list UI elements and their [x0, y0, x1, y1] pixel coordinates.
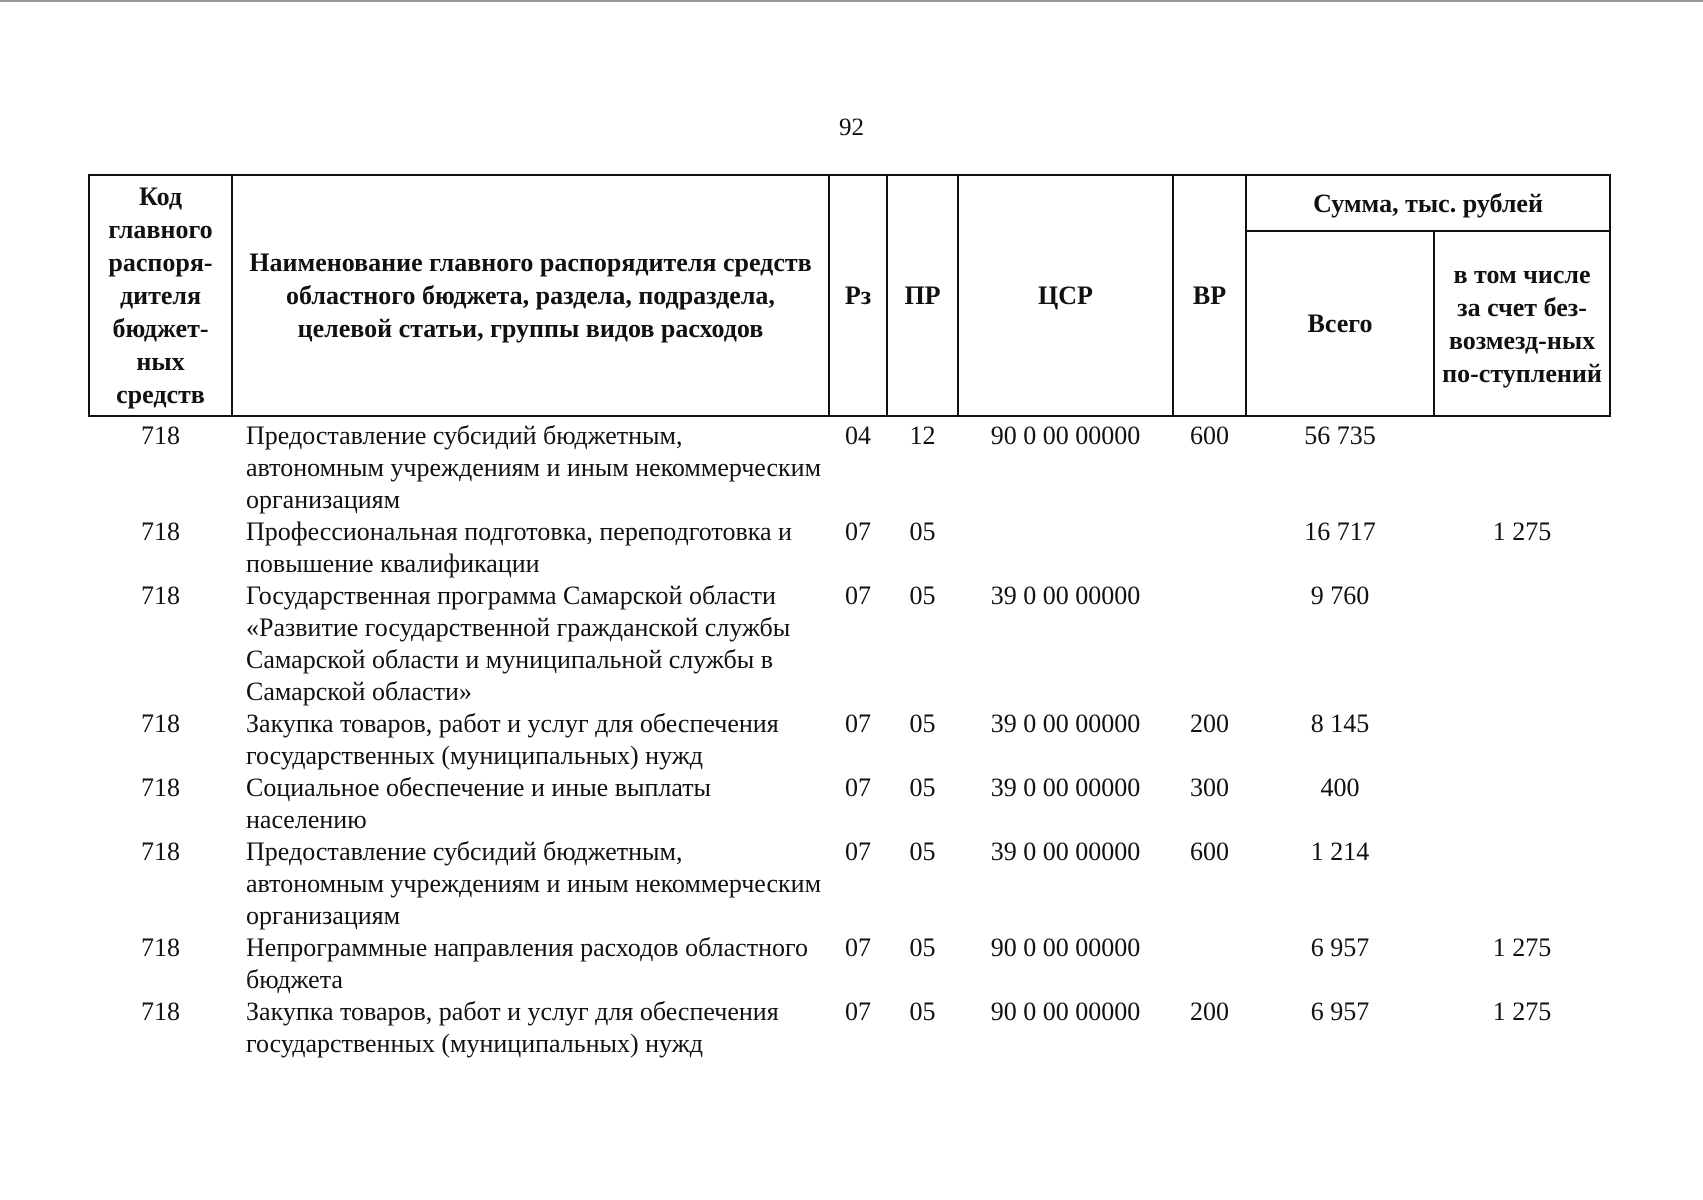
row-vr: 300 — [1190, 773, 1229, 802]
row-total: 6 957 — [1310, 997, 1370, 1026]
header-csr: ЦСР — [958, 175, 1173, 416]
row-gratuitous — [1434, 708, 1610, 772]
row-pr: 05 — [909, 773, 936, 802]
row-gratuitous: 1 275 — [1492, 517, 1552, 546]
row-rz: 07 — [845, 581, 871, 610]
row-name: Социальное обеспечение и иные выплаты населению — [246, 773, 712, 834]
header-sum-group: Сумма, тыс. рублей — [1246, 175, 1610, 231]
table-row — [89, 836, 1610, 932]
row-name: Закупка товаров, работ и услуг для обеспечения государственных (муниципальных) нужд — [246, 709, 779, 770]
row-code: 718 — [141, 933, 180, 962]
row-vr — [1173, 932, 1246, 996]
row-csr: 90 0 00 00000 — [990, 933, 1141, 962]
row-gratuitous — [1434, 580, 1610, 708]
row-csr: 39 0 00 00000 — [990, 773, 1141, 802]
row-pr: 12 — [909, 421, 936, 450]
row-csr — [958, 516, 1173, 580]
row-name: Предоставление субсидий бюджетным, автономным учреждениям и иным некоммерческим организациям — [246, 837, 822, 930]
row-vr: 600 — [1190, 421, 1229, 450]
header-name: Наименование главного распорядителя средств областного бюджета, раздела, подраздела, целевой статьи, группы видов расходов — [232, 175, 829, 416]
row-code: 718 — [141, 421, 180, 450]
row-pr: 05 — [909, 517, 936, 546]
row-rz: 07 — [845, 837, 871, 866]
header-code: Код главного распоря-дителя бюджет-ных средств — [89, 175, 232, 416]
row-pr: 05 — [909, 933, 936, 962]
row-rz: 07 — [845, 773, 871, 802]
header-gratuitous: в том числе за счет без-возмезд-ных по-ступлений — [1434, 231, 1610, 416]
table-row — [89, 516, 1610, 580]
table-header — [89, 175, 1610, 416]
row-pr: 05 — [909, 709, 936, 738]
row-total: 8 145 — [1310, 709, 1370, 738]
row-code: 718 — [141, 773, 180, 802]
row-vr — [1173, 516, 1246, 580]
header-total: Всего — [1246, 231, 1434, 416]
row-vr: 200 — [1190, 709, 1229, 738]
row-vr — [1173, 580, 1246, 708]
row-gratuitous — [1434, 416, 1610, 516]
row-vr: 600 — [1190, 837, 1229, 866]
row-gratuitous: 1 275 — [1492, 997, 1552, 1026]
row-code: 718 — [141, 581, 180, 610]
row-gratuitous — [1434, 772, 1610, 836]
row-total: 16 717 — [1304, 517, 1376, 546]
row-vr: 200 — [1190, 997, 1229, 1026]
table-row — [89, 416, 1610, 516]
table-row — [89, 932, 1610, 996]
row-total: 6 957 — [1310, 933, 1370, 962]
row-pr: 05 — [909, 997, 936, 1026]
row-gratuitous: 1 275 — [1492, 933, 1552, 962]
table-row — [89, 580, 1610, 708]
table-row — [89, 772, 1610, 836]
row-csr: 90 0 00 00000 — [990, 997, 1141, 1026]
row-code: 718 — [141, 837, 180, 866]
header-vr: ВР — [1173, 175, 1246, 416]
page-number: 92 — [839, 114, 864, 141]
row-pr: 05 — [909, 837, 936, 866]
row-csr: 90 0 00 00000 — [990, 421, 1141, 450]
row-code: 718 — [141, 517, 180, 546]
row-gratuitous — [1434, 836, 1610, 932]
row-total: 56 735 — [1304, 421, 1376, 450]
row-rz: 07 — [845, 933, 871, 962]
table-body — [89, 416, 1610, 1060]
budget-table — [88, 174, 1611, 1060]
row-rz: 07 — [845, 517, 871, 546]
row-total: 1 214 — [1310, 837, 1370, 866]
row-csr: 39 0 00 00000 — [990, 837, 1141, 866]
row-total: 9 760 — [1310, 581, 1370, 610]
row-code: 718 — [141, 997, 180, 1026]
row-pr: 05 — [909, 581, 936, 610]
row-csr: 39 0 00 00000 — [990, 581, 1141, 610]
row-rz: 04 — [845, 421, 871, 450]
header-rz: Рз — [829, 175, 887, 416]
page-top-rule — [0, 0, 1703, 2]
header-pr: ПР — [887, 175, 958, 416]
table-row — [89, 996, 1610, 1060]
row-name: Предоставление субсидий бюджетным, автономным учреждениям и иным некоммерческим организациям — [246, 421, 822, 514]
row-rz: 07 — [845, 997, 871, 1026]
table-row — [89, 708, 1610, 772]
row-name: Непрограммные направления расходов областного бюджета — [246, 933, 808, 994]
row-total: 400 — [1320, 773, 1360, 802]
row-name: Профессиональная подготовка, переподготовка и повышение квалификации — [246, 517, 792, 578]
row-csr: 39 0 00 00000 — [990, 709, 1141, 738]
row-code: 718 — [141, 709, 180, 738]
row-rz: 07 — [845, 709, 871, 738]
row-name: Государственная программа Самарской области «Развитие государственной гражданской службы Самарской области и муниципальной службы в Самарской области» — [246, 581, 791, 706]
row-name: Закупка товаров, работ и услуг для обеспечения государственных (муниципальных) нужд — [246, 997, 779, 1058]
